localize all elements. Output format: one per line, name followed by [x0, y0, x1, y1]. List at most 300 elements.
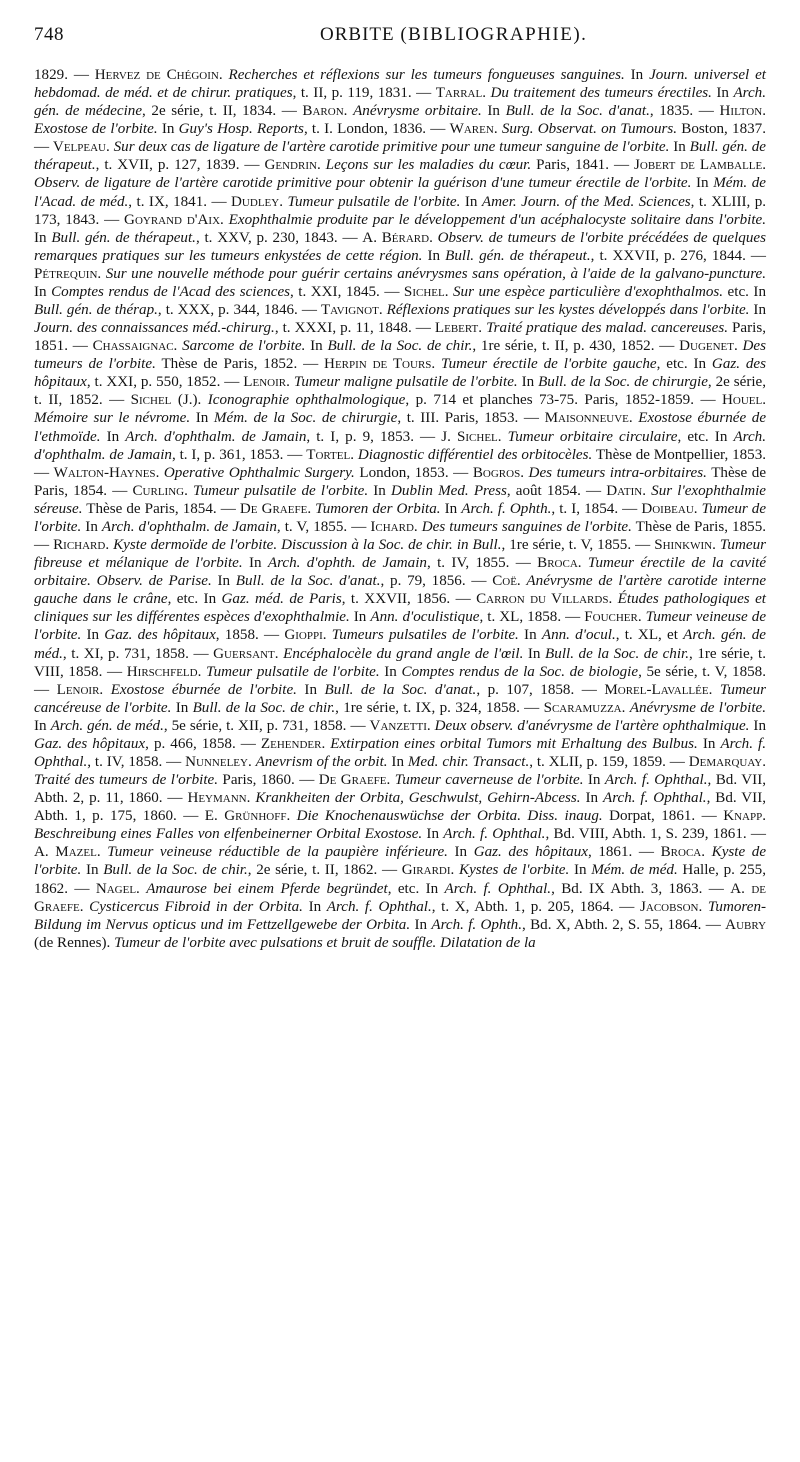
citation-text: . [621, 699, 630, 716]
citation-text: , etc. In [167, 591, 222, 608]
work-title: Amer. Journ. of the Med. Sciences [481, 193, 691, 210]
work-title: Bull. gén. de thérapeut. [445, 247, 591, 264]
work-title: Exostose éburnée de l'ethmoïde. [34, 410, 767, 445]
citation-text: . [429, 229, 438, 246]
work-title: Tumeur maligne pulsatile de l'orbite. [293, 374, 518, 391]
work-title: Bull. gén. de thérapeut. [51, 229, 196, 246]
citation-text: — [465, 573, 493, 590]
citation-text: , t. XI, p. 731, 1858. [62, 645, 189, 662]
citation-text: . [413, 518, 422, 535]
citation-text: In [81, 518, 102, 535]
citation-text: — [258, 627, 285, 644]
author-name: Jobert de Lamballe [634, 157, 763, 174]
citation-text: In [81, 862, 104, 879]
citation-text: , 1835. [649, 103, 694, 120]
work-title: Amaurose bei einem Pferde begründet [146, 880, 388, 897]
citation-text: — [411, 85, 436, 102]
citation-text: In [697, 735, 721, 752]
work-title: Exophthalmie produite par le développement d'un acéphalocyste solitaire dans l'orbite. [228, 211, 767, 228]
citation-text: . [628, 410, 639, 427]
citation-text: . [279, 193, 288, 210]
citation-text: . [286, 808, 297, 825]
work-title: Arch. d'ophth. de Jamain [267, 555, 427, 572]
work-title: Die Knochenauswüchse der Orbita. Diss. inaug. [296, 808, 603, 825]
work-title: Tumeur de l'orbite avec pulsations et bruit de souffle. Dilatation de la [114, 934, 536, 951]
citation-text: In [749, 302, 767, 319]
citation-text: — [745, 247, 766, 264]
running-title-main: ORBITE [320, 24, 395, 45]
work-title: Tumeur veineuse réductible de la paupière inférieure. [107, 844, 448, 861]
citation-text: In [368, 482, 392, 499]
citation-text: — [413, 428, 442, 445]
citation-text: . [246, 790, 256, 807]
bibliography-entry [283, 447, 766, 463]
running-title-sub: (BIBLIOGRAPHIE). [400, 24, 588, 45]
citation-text: In [580, 790, 603, 807]
author-name: Ichard [370, 518, 414, 535]
citation-text: Dorpat, 1861. [602, 808, 696, 825]
work-title: Tumeurs pulsatiles de l'orbite. [331, 627, 519, 644]
citation-text: . [99, 681, 111, 698]
work-title: Encéphalocèle du grand angle de l'œil. [283, 645, 524, 662]
citation-text: In [34, 229, 52, 246]
author-name: Nunneley [185, 753, 248, 770]
citation-text: In [518, 627, 542, 644]
citation-text: , etc. In [656, 356, 712, 373]
citation-text: — [207, 193, 232, 210]
citation-text: In [305, 338, 328, 355]
citation-text: In [624, 67, 650, 83]
citation-text: , Bd. IX Abth. 3, 1863. [551, 880, 703, 897]
citation-text: — [162, 753, 186, 770]
citation-text: — [235, 735, 261, 752]
author-name: De Graefe [239, 500, 308, 517]
author-name: Bogros [472, 464, 521, 481]
citation-text: . [378, 302, 387, 319]
author-name: Doibeau [641, 500, 694, 517]
work-title: Dublin Med. Press [391, 482, 507, 499]
work-title: Tumeur orbitaire circulaire [507, 428, 678, 445]
author-name: Sichel (J.) [130, 392, 198, 409]
author-name: Datin [606, 482, 643, 499]
citation-text: — [411, 320, 435, 337]
citation-text: . [520, 464, 529, 481]
author-name: Knapp [723, 808, 763, 825]
citation-text: — [426, 121, 450, 138]
citation-text: . [762, 103, 766, 120]
author-name: A. Mazel [34, 844, 97, 861]
author-name: Demarquay [688, 753, 763, 770]
citation-text: . [386, 772, 395, 789]
citation-text: In [711, 85, 734, 102]
citation-text: . [322, 627, 332, 644]
citation-text: , t. I, 1854. [551, 500, 619, 517]
citation-text: — [297, 356, 325, 373]
work-title: Traité des tumeurs de l'orbite. [34, 772, 219, 789]
author-name: Maisonneuve [544, 410, 629, 427]
citation-text: . [343, 103, 354, 120]
citation-text: , p. 466, 1858. [145, 735, 236, 752]
work-title: Des tumeurs sanguines de l'orbite. [421, 518, 632, 535]
bibliography-entry [347, 519, 766, 535]
author-name: Walton-Haynes [53, 464, 156, 481]
citation-text: Thèse de Paris, 1854. [34, 464, 767, 499]
citation-text: , t. IV, 1855. [426, 555, 510, 572]
work-title: Arch. d'ophthalm. de Jamain [34, 428, 767, 463]
work-title: Gaz. des hôpitaux [34, 735, 146, 752]
work-title: Arch. f. Ophth. [461, 500, 552, 517]
citation-text: . [173, 338, 183, 355]
citation-text: — [107, 482, 133, 499]
author-name: Vanzetti [369, 717, 427, 734]
citation-text: — [450, 591, 477, 608]
bibliography-entry [103, 392, 694, 408]
citation-text: — [34, 537, 54, 554]
bibliography-entry [68, 338, 655, 354]
author-name: Gioppi [284, 627, 323, 644]
citation-text: , 2e série, t. II, 1852. [34, 374, 767, 409]
running-head [34, 24, 766, 54]
author-name: Scaramuzza [543, 699, 622, 716]
bibliography-entry [217, 501, 618, 517]
author-name: Richard [53, 537, 106, 554]
citation-text: . [218, 67, 229, 83]
citation-text: . [762, 753, 766, 770]
citation-text: , 2e série, t. II, 1862. [247, 862, 378, 879]
citation-text: , 1858. [215, 627, 259, 644]
citation-text: — [216, 500, 240, 517]
citation-text: — [67, 880, 96, 897]
citation-text: . [197, 663, 207, 680]
citation-text: . [106, 139, 114, 156]
citation-text: In [583, 772, 605, 789]
work-title: Leçons sur les maladies du cœur. [325, 157, 532, 174]
author-name: Foucher [584, 609, 638, 626]
work-title: Bull. de la Soc. d'anat. [235, 573, 381, 590]
citation-text: — [276, 103, 303, 120]
citation-text: . [426, 717, 435, 734]
citation-text: , etc. In [387, 880, 445, 897]
author-name: Morel-Lavallée [604, 681, 709, 698]
citation-text: In [460, 193, 482, 210]
work-title: Tumeur fibreuse et mélanique de l'orbite. [34, 537, 767, 572]
citation-text: In [447, 844, 474, 861]
citation-text: In [422, 247, 446, 264]
citation-text: . [197, 392, 208, 409]
work-title: Kyste de l'orbite. [34, 844, 767, 879]
work-title: Des tumeurs de l'orbite. [34, 338, 766, 373]
bibliography-entry [102, 664, 766, 680]
work-title: Tumeur érectile de l'orbite gauche [441, 356, 657, 373]
running-title [320, 24, 587, 46]
citation-text: . [184, 482, 194, 499]
citation-text: — [99, 211, 125, 228]
citation-text: . [79, 898, 90, 915]
citation-text: , t. XLII, p. 159, 1859. [529, 753, 666, 770]
author-name: Pétrequin [34, 265, 98, 282]
citation-text: — [188, 645, 214, 662]
work-title: Bull. de la Soc. de chir. [327, 338, 473, 355]
citation-text: , août 1854. [506, 482, 581, 499]
citation-text: , 1861. [587, 844, 633, 861]
work-title: Deux observ. d'anévrysme de l'artère ophthalmique. [434, 717, 750, 734]
work-title: Arch. gén. de méd. [50, 717, 164, 734]
work-title: Comptes rendus de l'Acad des sciences [51, 283, 291, 300]
bibliography-entry [34, 682, 574, 698]
citation-text: , t. XXV, p. 230, 1843. [195, 229, 338, 246]
author-name: Tortel [306, 446, 351, 463]
citation-text: , t. XXVII, p. 276, 1844. [590, 247, 746, 264]
citation-text: . [286, 374, 294, 391]
work-title: Bull. de la Soc. d'anat. [505, 103, 650, 120]
citation-text: In [410, 916, 432, 933]
author-name: Chassaignac [92, 338, 174, 355]
citation-text: London, 1853. [354, 464, 449, 481]
work-title: Sur l'exophthalmie séreuse. [34, 482, 767, 517]
citation-text: Paris, 1851. [34, 320, 766, 355]
citation-text: , p. 714 et planches 73-75. Paris, 1852-1859. [405, 392, 695, 409]
bibliography-entry [177, 808, 695, 824]
citation-text: , t. III. Paris, 1853. [397, 410, 519, 427]
work-title: Bull. de la Soc. de chir. [545, 645, 690, 662]
work-title: Tumoren der Orbita. [315, 500, 441, 517]
work-title: Krankheiten der Orbita, Geschwulst, Gehirn-Abcess. [255, 790, 581, 807]
citation-text: . [493, 121, 502, 138]
citation-text: . [105, 537, 114, 554]
citation-text: — [618, 500, 642, 517]
page-number: 748 [34, 24, 64, 45]
citation-text: — [448, 464, 473, 481]
work-title: Mémoire sur le névrome. [34, 410, 191, 427]
author-name: Baron [302, 103, 344, 120]
author-name: Lenoir [243, 374, 287, 391]
citation-text: . [136, 880, 147, 897]
work-title: Tumeur pulsatile de l'orbite. [193, 482, 369, 499]
author-name: Nagel [95, 880, 137, 897]
work-title: Arch. f. Ophthal. [604, 772, 708, 789]
bibliography-entry [162, 754, 666, 770]
work-title: Guy's Hosp. Reports [178, 121, 304, 138]
citation-text: In [34, 283, 52, 300]
citation-text: — [701, 916, 726, 933]
citation-text: — [613, 898, 641, 915]
author-name: Herpin de Tours [324, 356, 432, 373]
work-title: Recherches et réflexions sur les tumeurs fongueuses sanguines. [228, 67, 625, 83]
citation-text: In [749, 717, 767, 734]
work-title: Kystes de l'orbite. [459, 862, 570, 879]
citation-text: — [220, 374, 244, 391]
citation-text: Thèse de Paris, 1852. [155, 356, 298, 373]
work-title: Tumoren-Bildung im Nervus opticus und im Fettzellgewebe der Orbita. [34, 898, 767, 933]
work-title: Cysticercus Fibroid in der Orbita. [89, 898, 303, 915]
citation-text: . [274, 645, 284, 662]
work-title: Mém. de la Soc. de chirurgie [213, 410, 398, 427]
author-name: Dugenet [679, 338, 734, 355]
work-title: Gaz. des hôpitaux [104, 627, 216, 644]
citation-text: , t. IV, 1858. [87, 753, 163, 770]
author-name: E. Grünhoff [204, 808, 287, 825]
author-name: Heymann [187, 790, 247, 807]
citation-text: , Bd. X, Abth. 2, S. 55, 1864. [522, 916, 702, 933]
work-title: Traité pratique des malad. cancereuses. [486, 320, 728, 337]
citation-text: Thèse de Paris, 1855. [631, 518, 767, 535]
work-title: Iconographie ophthalmologique [207, 392, 406, 409]
citation-text: , t. I, p. 9, 1853. [306, 428, 414, 445]
citation-text: . [642, 482, 652, 499]
citation-text: — [283, 446, 307, 463]
citation-text: — [702, 880, 731, 897]
citation-text: — [665, 753, 689, 770]
bibliography-entry [107, 483, 581, 499]
work-title: Anévrysme orbitaire. [353, 103, 482, 120]
citation-text: . [350, 446, 358, 463]
author-name: Broca [537, 555, 578, 572]
work-title: Observ. de ligature de l'artère carotide primitive pour obtenir la guérison d'une tumeur érectile de l'orbite. [34, 175, 692, 192]
citation-text: In [302, 898, 327, 915]
citation-text: — [561, 609, 585, 626]
citation-text: In [171, 699, 193, 716]
work-title: Sarcome de l'orbite. [182, 338, 306, 355]
bibliography-entry [276, 103, 693, 119]
citation-text: — [102, 663, 127, 680]
work-title: Bull. gén. de thérap. [34, 302, 158, 319]
author-name: De Graefe [318, 772, 387, 789]
citation-text: In [34, 717, 51, 734]
author-name: Aubry [725, 916, 767, 933]
work-title: Réflexions pratiques sur les kystes développés dans l'orbite. [386, 302, 750, 319]
citation-text: (de Rennes). [34, 934, 115, 951]
bibliography-entry [34, 537, 631, 553]
citation-text: , 1re série, t. II, p. 430, 1852. [472, 338, 655, 355]
citation-text: . [155, 464, 164, 481]
work-title: Sur une espèce particulière d'exophthalmos. [452, 283, 724, 300]
work-title: Des tumeurs intra-orbitaires. [528, 464, 707, 481]
work-title: Gaz. des hôpitaux [34, 356, 766, 391]
citation-text: . [97, 265, 106, 282]
author-name: Coë [492, 573, 517, 590]
author-name: A. de Graefe [34, 880, 766, 915]
citation-text: In [190, 410, 214, 427]
work-title: Gaz. méd. de Paris [221, 591, 342, 608]
citation-text: — [519, 699, 544, 716]
citation-text: In [691, 175, 714, 192]
citation-text: In [481, 103, 506, 120]
bibliography-entry [68, 881, 702, 897]
citation-text: — [34, 464, 54, 481]
work-title: Mém. de méd. [591, 862, 678, 879]
work-title: Bull. de la Soc. de chir. [103, 862, 248, 879]
work-title: Arch. f. Ophthal. [443, 826, 546, 843]
citation-text: In [157, 121, 179, 138]
citation-text: — [746, 826, 766, 843]
citation-text: — [176, 808, 205, 825]
citation-text: — [377, 862, 402, 879]
work-title: Tumeur veineuse de l'orbite. [34, 609, 767, 644]
citation-text: , t. XXVII, 1856. [341, 591, 451, 608]
citation-text: Thèse de Montpellier, 1853. [592, 446, 767, 463]
author-name: Dudley [231, 193, 280, 210]
citation-text: — [294, 772, 319, 789]
work-title: Bull. gén. de thérapeut. [34, 139, 767, 174]
work-title: Ann. d'ocul. [541, 627, 616, 644]
work-title: Exostose de l'orbite. [34, 121, 158, 138]
citation-text: Boston, 1837. [677, 121, 767, 138]
citation-text: etc. In [723, 283, 766, 300]
citation-text: — [574, 681, 605, 698]
citation-text: , Bd. VII, Abth. 1, p. 175, 1860. [34, 790, 766, 825]
work-title: Arch. gén. de méd. [34, 627, 767, 662]
citation-text: In [387, 753, 408, 770]
work-title: Bull. de la Soc. de chir. [192, 699, 336, 716]
work-title: Gaz. des hôpitaux [473, 844, 588, 861]
citation-text: , t. I. London, 1836. [303, 121, 427, 138]
citation-text: , t. II, p. 119, 1831. [292, 85, 412, 102]
citation-text: . [478, 320, 487, 337]
bibliography-entry [239, 157, 609, 173]
citation-text: , 1re série, t. V, 1855. [501, 537, 632, 554]
citation-text: . [733, 338, 743, 355]
work-title: Études pathologiques et cliniques sur les différentes espèces d'exophthalmie. [34, 591, 766, 626]
work-title: Bull. de la Soc. d'anat. [324, 681, 477, 698]
citation-text: In [569, 862, 592, 879]
work-title: Kyste dermoïde de l'orbite. Discussion à la Soc. de chir. in Bull. [113, 537, 502, 554]
citation-text: . [482, 85, 491, 102]
author-name: A. Bérard [362, 229, 430, 246]
author-name: Lebert [434, 320, 479, 337]
work-title: Med. chir. Transact. [407, 753, 530, 770]
citation-text: Paris, 1860. [218, 772, 295, 789]
citation-text: . [577, 555, 588, 572]
citation-text: — [580, 482, 607, 499]
citation-text: . [608, 591, 618, 608]
citation-text: . [708, 681, 720, 698]
work-title: Mém. de l'Acad. de méd. [34, 175, 766, 210]
work-title: Diagnostic différentiel des orbitocèles. [357, 446, 593, 463]
citation-text: , t. XXI, p. 550, 1852. [86, 374, 221, 391]
citation-text: — [693, 103, 720, 120]
citation-text: , t. XXI, 1845. [290, 283, 380, 300]
author-name: Lenoir [56, 681, 100, 698]
citation-text: . [96, 844, 108, 861]
citation-text: . [497, 428, 508, 445]
citation-text: In [242, 555, 268, 572]
citation-text: , t. XVII, p. 127, 1839. [95, 157, 240, 174]
author-name: Curling [132, 482, 185, 499]
citation-text: In [349, 609, 371, 626]
citation-text: . [698, 898, 708, 915]
author-name: Girardi [401, 862, 451, 879]
work-title: Arch. d'ophthalm. de Jamain [101, 518, 277, 535]
work-title: Tumeur érectile de la cavité orbitaire. Observ. de Parise. [34, 555, 767, 590]
author-name: Velpeau [52, 139, 106, 156]
work-title: Arch. f. Ophthal. [326, 898, 432, 915]
citation-text: , Bd. VII, Abth. 2, p. 11, 1860. [34, 772, 766, 807]
author-name: Tarral [435, 85, 483, 102]
citation-text: , p. 107, 1858. [476, 681, 575, 698]
citation-text: Paris, 1841. [531, 157, 609, 174]
citation-text: — [346, 717, 370, 734]
citation-text: . [762, 157, 767, 174]
work-title: Operative Ophthalmic Surgery. [163, 464, 355, 481]
citation-text: . [431, 356, 442, 373]
work-title: Tumeur cancéreuse de l'orbite. [34, 681, 766, 716]
bibliography-entry [34, 465, 449, 481]
citation-text: . [762, 392, 767, 409]
citation-text: — [654, 338, 680, 355]
work-title: Journ. universel et hebdomad. de méd. et de chirur. pratiques [34, 67, 766, 102]
citation-text: — [239, 157, 265, 174]
citation-text: . [247, 753, 256, 770]
